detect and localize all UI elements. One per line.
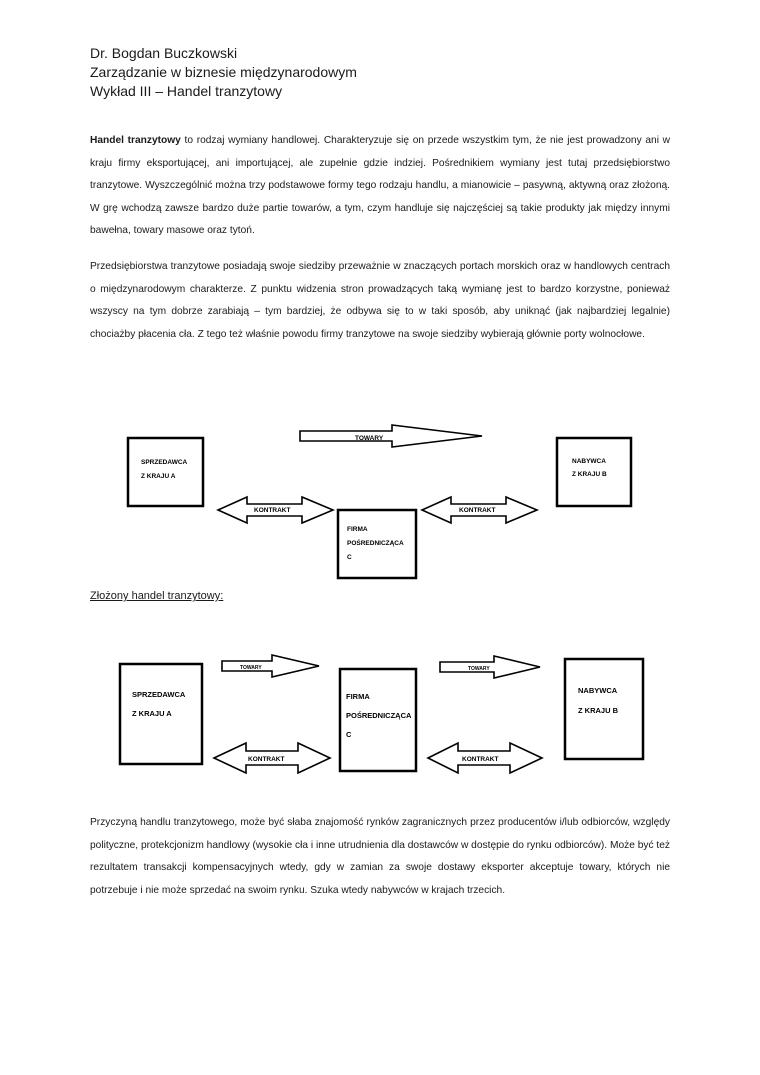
intermediary-label-3: C <box>347 554 352 561</box>
goods-arrow-left <box>222 655 319 677</box>
diagram-complex-transit <box>0 640 760 780</box>
contract2-right-label: KONTRAKT <box>462 756 499 763</box>
goods-right-label: TOWARY <box>468 666 490 672</box>
contract-left-label: KONTRAKT <box>254 507 291 514</box>
contract2-left-label: KONTRAKT <box>248 756 285 763</box>
course-line: Zarządzanie w biznesie międzynarodowym <box>90 64 357 80</box>
intermediary-label-2: POŚREDNICZĄCA <box>347 540 404 547</box>
intermediary2-label-1: FIRMA <box>346 692 370 701</box>
goods-arrow <box>300 425 482 447</box>
seller2-label-1: SPRZEDAWCA <box>132 690 186 699</box>
lecture-title: Wykład III – Handel tranzytowy <box>90 83 283 99</box>
seller-label-1: SPRZEDAWCA <box>141 459 188 466</box>
goods-arrow-right <box>440 656 540 678</box>
intermediary-box-2 <box>340 669 416 771</box>
buyer-label-2: Z KRAJU B <box>572 471 607 478</box>
paragraph-causes: Przyczyną handlu tranzytowego, może być słaba znajomość rynków zagranicznych przez producentów i/lub odbiorców, względy polityczne, protekcjonizm handlowy (wysokie cła i inne utrudnienia dla dostawców w dostępie do rynku odbiorców). Może być też rezultatem transakcji kompensacyjnych wtedy, gdy w zamian za swoje dostawy eksporter akceptuje towary, których nie potrzebuje i nie może sprzedać na swoim rynku. Szuka wtedy nabywców w krajach trzecich. <box>90 817 670 896</box>
intermediary2-label-3: C <box>346 730 352 739</box>
intermediary-label-1: FIRMA <box>347 526 368 533</box>
seller-box <box>128 438 203 506</box>
contract-right-label: KONTRAKT <box>459 507 496 514</box>
section-subtitle: Złożony handel tranzytowy: <box>90 590 224 602</box>
paragraph-companies: Przedsiębiorstwa tranzytowe posiadają swoje siedziby przeważnie w znaczących portach morskich oraz w handlowych centrach o międzynarodowym charakterze. Z punktu widzenia stron prowadzących taką wymianę jest to bardzo korzystne, ponieważ wszyscy na tym dobrze zarabiają – tym bardziej, że odbywa się to w taki sposób, aby uniknąć (jak najbardziej legalnie) chociażby płacenia cła. Z tego też właśnie powodu firmy tranzytowe na swoje siedziby wybierają głównie porty wolnocłowe. <box>90 261 670 340</box>
diagram-simple-transit <box>0 400 760 585</box>
paragraph-definition <box>90 130 670 243</box>
buyer2-label-2: Z KRAJU B <box>578 706 619 715</box>
seller-label-2: Z KRAJU A <box>141 473 176 480</box>
buyer-label-1: NABYWCA <box>572 458 606 465</box>
goods-left-label: TOWARY <box>240 665 262 671</box>
author-line: Dr. Bogdan Buczkowski <box>90 45 238 61</box>
term-bold: Handel tranzytowy <box>90 135 181 146</box>
goods-arrow-label: TOWARY <box>355 435 384 442</box>
document-header <box>90 44 357 101</box>
seller2-label-2: Z KRAJU A <box>132 709 172 718</box>
definition-text: to rodzaj wymiany handlowej. Charakteryzuje się on przede wszystkim tym, że nie jest prowadzony ani w kraju firmy eksportującej, ani importującej, ale zupełnie gdzie indziej. Pośrednikiem wymiany jest tutaj przedsiębiorstwo tranzytowe. Wyszczególnić można trzy podstawowe formy tego rodzaju handlu, a mianowicie – pasywną, aktywną oraz złożoną. W grę wchodzą zawsze bardzo duże partie towarów, a tym, czym handluje się najczęściej są takie produkty jak między innymi bawełna, towary masowe oraz tytoń. <box>90 135 670 237</box>
buyer2-label-1: NABYWCA <box>578 686 618 695</box>
intermediary2-label-2: POŚREDNICZĄCA <box>346 711 412 720</box>
